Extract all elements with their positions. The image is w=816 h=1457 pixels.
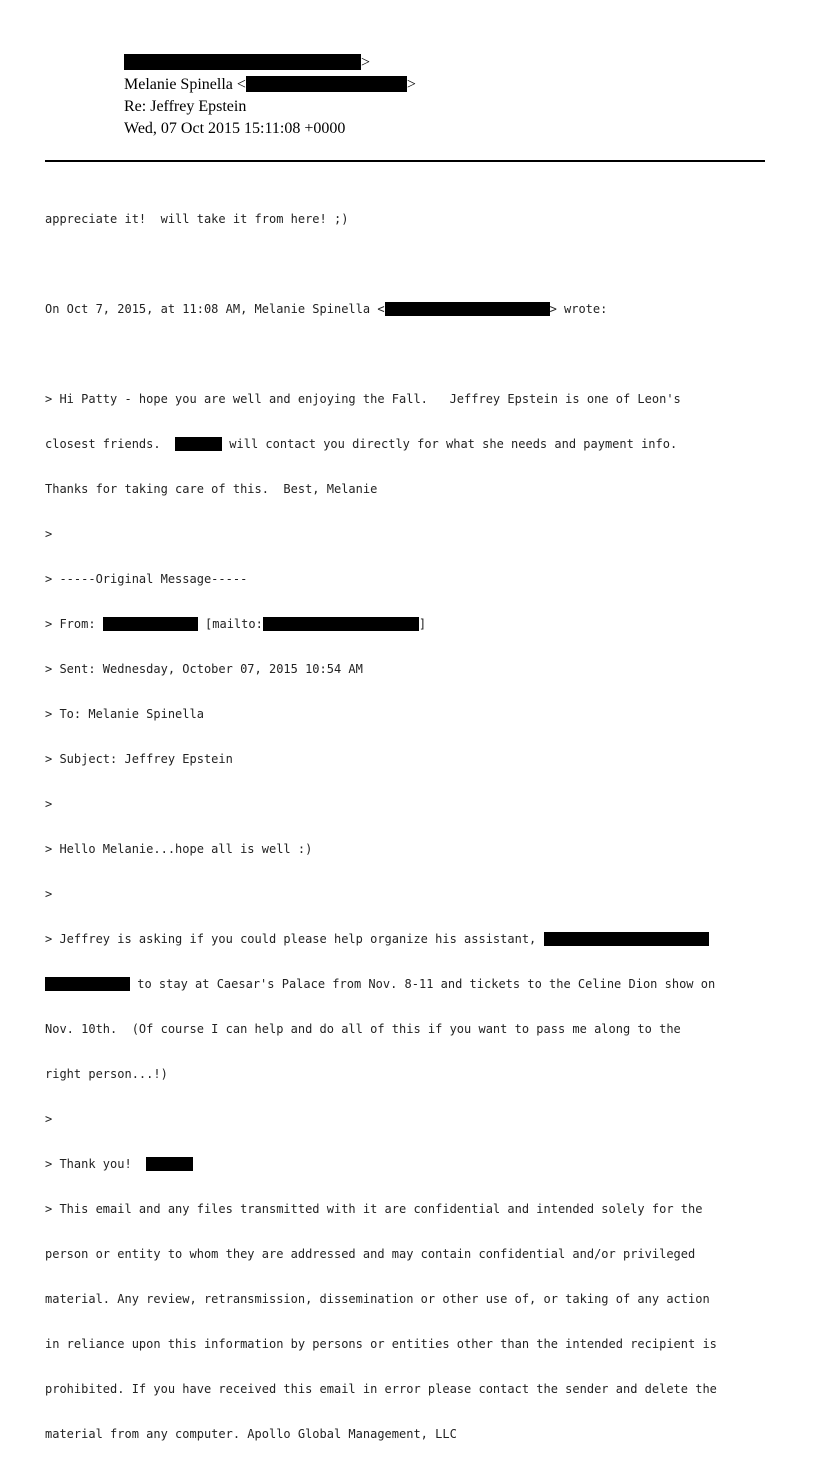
disclaimer-line: prohibited. If you have received this email in error please contact the sender and delete the xyxy=(45,1382,717,1396)
redaction-bar xyxy=(175,437,222,451)
from-suffix: > xyxy=(361,54,371,71)
to-value xyxy=(124,74,416,96)
attribution-prefix: On Oct 7, 2015, at 11:08 AM, Melanie Spinella < xyxy=(45,302,385,316)
quoted-text: will contact you directly for what she needs and payment info. xyxy=(222,437,678,451)
quoted-text: [mailto: xyxy=(197,617,263,631)
to-suffix: > xyxy=(406,76,416,93)
quoted-line xyxy=(45,1157,785,1172)
quoted-line: Nov. 10th. (Of course I can help and do all of this if you want to pass me along to the xyxy=(45,1022,681,1036)
quoted-line: > xyxy=(45,797,53,811)
quoted-text: > Thank you! xyxy=(45,1157,147,1171)
email-body xyxy=(45,182,785,1457)
quoted-line: > xyxy=(45,1112,53,1126)
disclaimer-line: > This email and any files transmitted with it are confidential and intended solely for the xyxy=(45,1202,703,1216)
quoted-line: > xyxy=(45,527,53,541)
blank-line xyxy=(45,257,785,272)
date-value: Wed, 07 Oct 2015 15:11:08 +0000 xyxy=(124,120,346,137)
quoted-text: > Jeffrey is asking if you could please help organize his assistant, xyxy=(45,932,544,946)
quoted-line: > To: Melanie Spinella xyxy=(45,707,204,721)
quoted-line: > Hello Melanie...hope all is well :) xyxy=(45,842,313,856)
disclaimer-line: in reliance upon this information by persons or entities other than the intended recipient is xyxy=(45,1337,717,1351)
redaction-bar xyxy=(124,54,361,70)
quoted-line: > xyxy=(45,887,53,901)
from-value xyxy=(124,52,370,74)
reply-text: appreciate it! will take it from here! ;) xyxy=(45,212,349,226)
blank-line xyxy=(45,347,785,362)
to-name: Melanie Spinella < xyxy=(124,76,246,93)
quoted-line xyxy=(45,617,785,632)
quoted-line xyxy=(45,977,785,992)
redaction-bar xyxy=(385,302,550,316)
redaction-bar xyxy=(103,617,198,631)
quoted-text: closest friends. xyxy=(45,437,176,451)
quoted-line: > Sent: Wednesday, October 07, 2015 10:54 AM xyxy=(45,662,363,676)
subject-value: Re: Jeffrey Epstein xyxy=(124,98,247,115)
disclaimer-line: material from any computer. Apollo Global Management, LLC xyxy=(45,1427,457,1441)
quoted-text: ] xyxy=(418,617,427,631)
redaction-bar xyxy=(45,977,130,991)
quoted-line: > -----Original Message----- xyxy=(45,572,248,586)
attribution-suffix: > wrote: xyxy=(549,302,608,316)
attribution-line xyxy=(45,302,785,317)
quoted-line: right person...!) xyxy=(45,1067,168,1081)
redaction-bar xyxy=(146,1157,193,1171)
redaction-bar xyxy=(263,617,419,631)
quoted-line xyxy=(45,932,785,947)
disclaimer-line: material. Any review, retransmission, dissemination or other use of, or taking of any action xyxy=(45,1292,710,1306)
quoted-line: Thanks for taking care of this. Best, Melanie xyxy=(45,482,378,496)
quoted-line: > Subject: Jeffrey Epstein xyxy=(45,752,233,766)
redaction-bar xyxy=(544,932,709,946)
header-divider xyxy=(45,160,765,162)
quoted-line xyxy=(45,437,785,452)
quoted-text: > From: xyxy=(45,617,103,631)
quoted-line: > Hi Patty - hope you are well and enjoying the Fall. Jeffrey Epstein is one of Leon's xyxy=(45,392,681,406)
disclaimer-line: person or entity to whom they are addressed and may contain confidential and/or privileged xyxy=(45,1247,696,1261)
redaction-bar xyxy=(246,76,407,92)
quoted-text: to stay at Caesar's Palace from Nov. 8-11 and tickets to the Celine Dion show on xyxy=(130,977,716,991)
